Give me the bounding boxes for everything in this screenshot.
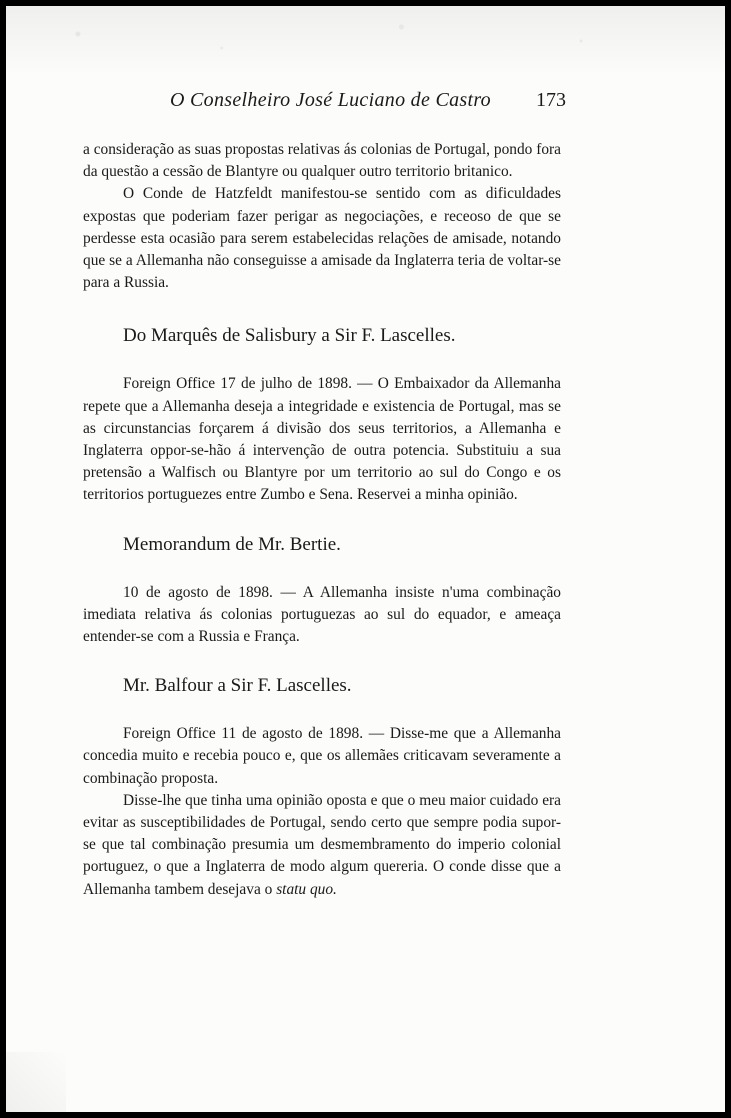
salisbury-paragraph: Foreign Office 17 de julho de 1898. — O Embaixador da Allemanha repete que a Allemanha deseja a integridade e existencia de Portugal, mas se as circunstancias forçarem á divisão dos seus territorios, a Allemanha e Inglaterra oppor-se-hão á intervenção de outra potencia. Substituiu a sua pretensão a Walfisch ou Blantyre por um territorio ao sul do Congo e os territorios portuguezes entre Zumbo e Sena. Reservei a minha opinião. — [83, 375, 561, 504]
section-heading-salisbury: Do Marquês de Salisbury a Sir F. Lascelles. — [123, 325, 456, 347]
balfour-paragraph: Foreign Office 11 de agosto de 1898. — Disse-me que a Allemanha concedia muito e recebia pouco e, que os allemães criticavam severamente a combinação proposta. — [83, 725, 561, 787]
hatzfeldt-paragraph: O Conde de Hatzfeldt manifestou-se sentido com as dificuldades expostas que poderiam fazer perigar as negociações, e receoso de que se perdesse esta ocasião para serem estabelecidas relações de amisade, notando que se a Allemanha não conseguisse a amisade da Inglaterra teria de voltar-se para a Russia. — [83, 185, 561, 292]
running-title: O Conselheiro José Luciano de Castro — [170, 89, 491, 111]
running-head — [106, 89, 566, 119]
section-heading-bertie: Memorandum de Mr. Bertie. — [123, 533, 341, 555]
book-page — [6, 6, 725, 1112]
intro-paragraph: a consideração as suas propostas relativas ás colonias de Portugal, pondo fora da questão a cessão de Blantyre ou qualquer outro territorio britanico. — [83, 141, 561, 181]
latin-phrase: statu quo. — [276, 880, 337, 898]
page-corner-shadow — [6, 1052, 66, 1112]
page-body — [83, 139, 561, 901]
balfour-final-paragraph — [83, 790, 561, 901]
balfour-final-text: Disse-lhe que tinha uma opinião oposta e que o meu maior cuidado era evitar as susceptibilidades de Portugal, sendo certo que sempre podia supor-se que tal combinação presumia um desmembramento do imperio colonial portuguez, o que a Inglaterra de modo algum quereria. O conde disse que a Allemanha tambem desejava o — [83, 791, 561, 898]
bertie-paragraph: 10 de agosto de 1898. — A Allemanha insiste n'uma combinação imediata relativa ás colonias portuguezas ao sul do equador, e ameaça entender-se com a Russia e França. — [83, 583, 561, 646]
page-number: 173 — [536, 89, 566, 111]
page-top-shadow — [6, 6, 725, 76]
section-heading-balfour: Mr. Balfour a Sir F. Lascelles. — [123, 675, 352, 697]
